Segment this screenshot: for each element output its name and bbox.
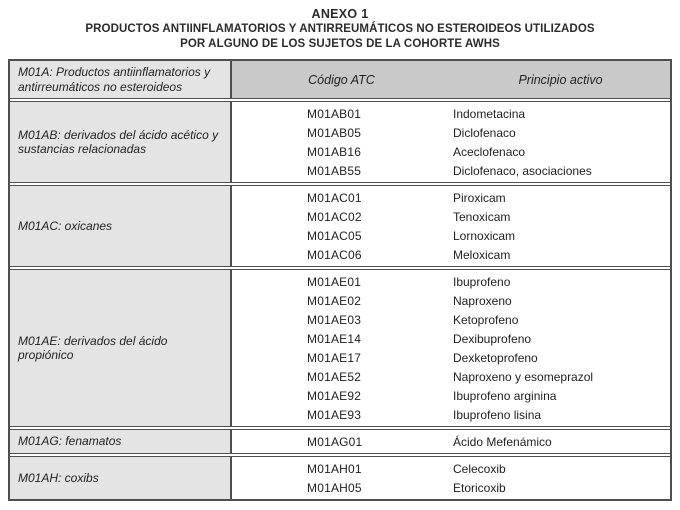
active-principle: Piroxicam: [453, 190, 506, 205]
atc-table: [8, 59, 672, 501]
atc-code: M01AE03: [307, 312, 362, 327]
active-principle: Etoricoxib: [453, 480, 506, 495]
annex-heading: ANEXO 1: [311, 7, 369, 21]
table-row: [232, 161, 670, 180]
atc-code: M01AC06: [307, 247, 362, 262]
group-label: M01AH: coxibs: [10, 457, 232, 499]
atc-code: M01AE01: [307, 274, 362, 289]
document-title: [0, 7, 680, 52]
table-row: [232, 348, 670, 367]
active-principle: Tenoxicam: [453, 209, 511, 224]
group-rows: [232, 430, 670, 453]
group-m01ae: [10, 269, 670, 427]
group-rows: [232, 102, 670, 182]
group-m01ab: [10, 101, 670, 183]
atc-code: M01AE14: [307, 331, 362, 346]
active-principle: Celecoxib: [453, 461, 506, 476]
group-label: M01AG: fenamatos: [10, 430, 232, 453]
atc-code: M01AC05: [307, 228, 362, 243]
table-row: [232, 367, 670, 386]
atc-code: M01AE52: [307, 369, 362, 384]
group-m01ac: [10, 185, 670, 267]
active-principle: Ketoprofeno: [453, 312, 519, 327]
active-principle: Dexibuprofeno: [453, 331, 532, 346]
active-principle: Dexketoprofeno: [453, 350, 538, 365]
atc-code: M01AB16: [307, 144, 362, 159]
active-principle: Naproxeno: [453, 293, 512, 308]
table-row: [232, 104, 670, 123]
table-row: [232, 226, 670, 245]
column-header-principio-activo: Principio activo: [518, 72, 603, 87]
group-rows: [232, 270, 670, 426]
atc-code: M01AC01: [307, 190, 362, 205]
atc-code: M01AB01: [307, 106, 362, 121]
active-principle: Diclofenaco: [453, 125, 516, 140]
table-row: [232, 291, 670, 310]
active-principle: Ibuprofeno lisina: [453, 407, 542, 422]
atc-code: M01AG01: [307, 434, 363, 449]
table-row: [232, 432, 670, 451]
group-m01ah: [10, 456, 670, 499]
table-row: [232, 459, 670, 478]
group-label: M01AC: oxicanes: [10, 186, 232, 266]
active-principle: Lornoxicam: [453, 228, 516, 243]
group-label: M01AB: derivados del ácido acético y sustancias relacionadas: [10, 102, 232, 182]
atc-code: M01AC02: [307, 209, 362, 224]
active-principle: Ibuprofeno: [453, 274, 511, 289]
table-row: [232, 272, 670, 291]
atc-code: M01AE92: [307, 388, 362, 403]
active-principle: Aceclofenaco: [453, 144, 526, 159]
atc-code: M01AE17: [307, 350, 362, 365]
table-row: [232, 142, 670, 161]
header-group-label: M01A: Productos antiinflamatorios y antirreumáticos no esteroideos: [10, 61, 232, 98]
group-rows: [232, 457, 670, 499]
table-row: [232, 386, 670, 405]
table-row: [232, 245, 670, 264]
document-title-line-2: PRODUCTOS ANTIINFLAMATORIOS Y ANTIRREUMÁTICOS NO ESTEROIDEOS UTILIZADOS: [85, 23, 595, 35]
atc-code: M01AB55: [307, 163, 362, 178]
table-row: [232, 188, 670, 207]
group-m01ag: [10, 429, 670, 454]
group-label: M01AE: derivados del ácido propiónico: [10, 270, 232, 426]
table-row: [232, 310, 670, 329]
group-rows: [232, 186, 670, 266]
table-row: [232, 123, 670, 142]
atc-code: M01AE02: [307, 293, 362, 308]
table-header-row: [10, 61, 670, 99]
active-principle: Diclofenaco, asociaciones: [453, 163, 592, 178]
document-title-line-3: POR ALGUNO DE LOS SUJETOS DE LA COHORTE AWHS: [180, 38, 500, 50]
atc-code: M01AH05: [307, 480, 362, 495]
table-row: [232, 478, 670, 497]
table-row: [232, 405, 670, 424]
table-row: [232, 207, 670, 226]
active-principle: Indometacina: [453, 106, 526, 121]
table-row: [232, 329, 670, 348]
atc-code: M01AH01: [307, 461, 362, 476]
atc-code: M01AB05: [307, 125, 362, 140]
active-principle: Naproxeno y esomeprazol: [453, 369, 594, 384]
active-principle: Meloxicam: [453, 247, 511, 262]
atc-code: M01AE93: [307, 407, 362, 422]
active-principle: Ibuprofeno arginina: [453, 388, 557, 403]
column-header-codigo-atc: Código ATC: [308, 72, 375, 87]
active-principle: Ácido Mefenámico: [453, 434, 552, 449]
header-columns: [232, 61, 670, 98]
